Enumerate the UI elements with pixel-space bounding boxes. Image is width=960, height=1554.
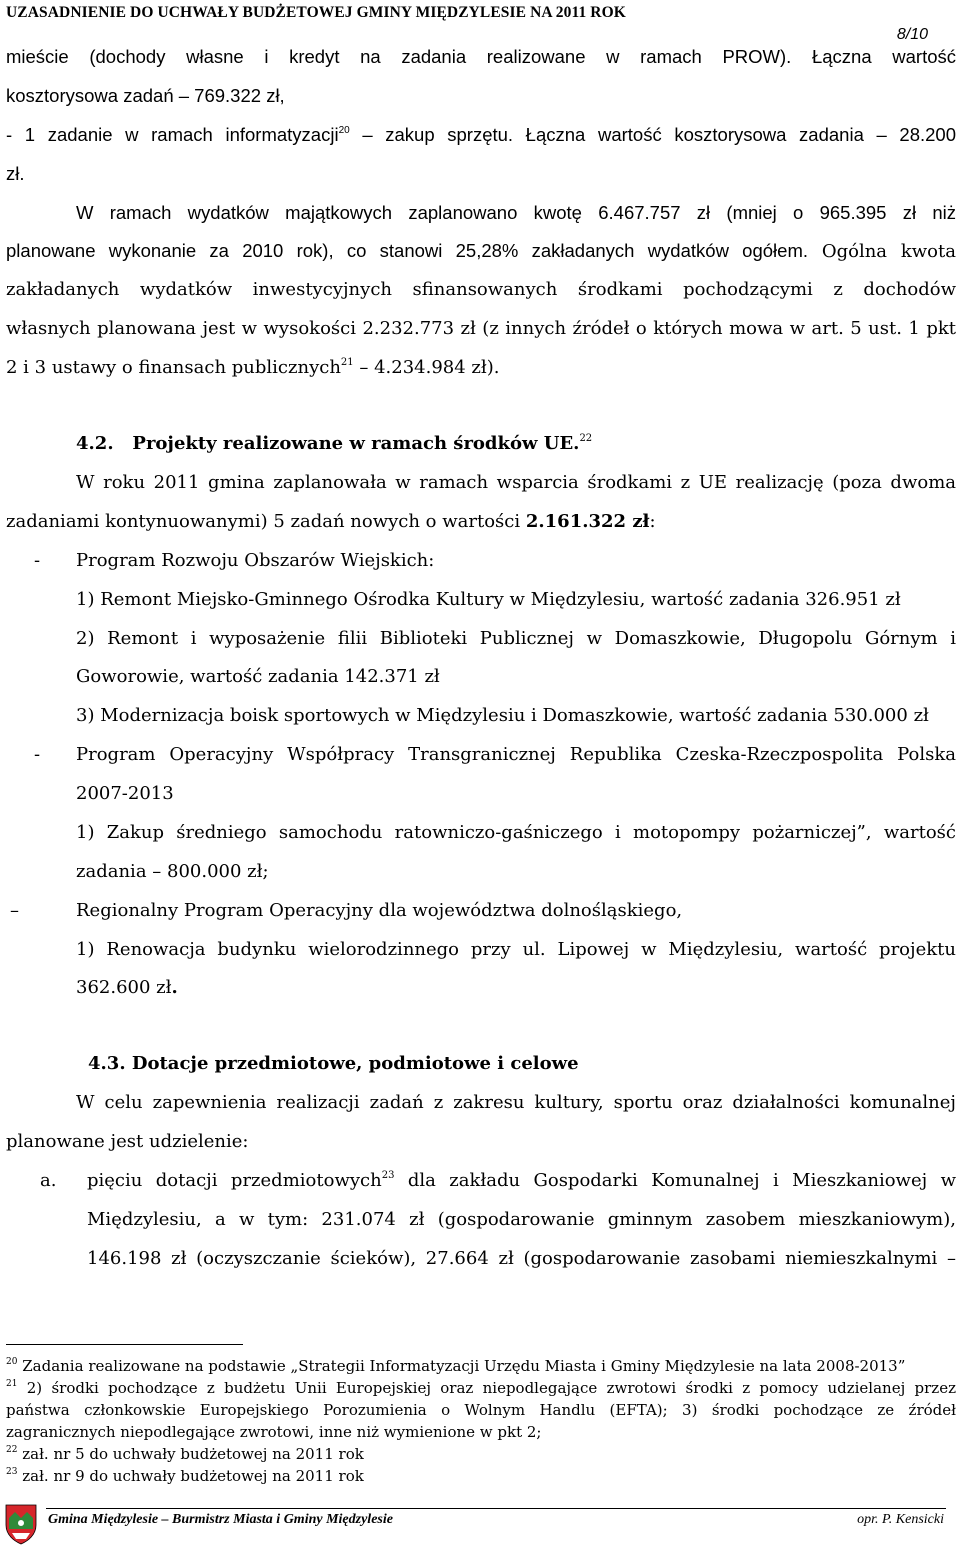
coat-of-arms-icon [4,1503,38,1545]
list-dash: – [10,900,19,921]
text-span: – zakup sprzętu. Łączna wartość kosztorysowa zadania – 28.200 [349,124,956,145]
list-dash: - [34,744,41,765]
text-line: W roku 2011 gmina zaplanowała w ramach wsparcia środkami z UE realizację (poza dwoma [76,472,956,493]
text-span: 2 i 3 ustawy o finansach publicznych [6,357,341,378]
footer-author: Gmina Międzylesie – Burmistrz Miasta i Gminy Międzylesie [48,1512,393,1527]
footnote-number: 22 [6,1445,18,1455]
footnote-number: 21 [6,1379,18,1389]
list-item: 146.198 zł (oczyszczanie ścieków), 27.664 zł (gospodarowanie zasobami niemieszkalnymi – [87,1248,956,1269]
footnote-21-cont: państwa członkowskie Europejskiego Porozumienia o Wolnym Handlu (EFTA); 3) środki pochodzące ze źródeł [6,1401,956,1419]
footnote-text: Zadania realizowane na podstawie „Strategii Informatyzacji Urzędu Miasta i Gminy Międzylesie na lata 2008-2013” [22,1357,906,1375]
footnote-22 [6,1444,956,1464]
text-span: pięciu dotacji przedmiotowych [87,1170,382,1191]
program-title: 2007-2013 [76,783,174,804]
text-line [6,355,956,381]
text-span: planowane wykonanie za 2010 rok), co stanowi 25,28% zakładanych wydatków ogółem. [6,240,808,261]
footnote-text: zał. nr 9 do uchwały budżetowej na 2011 rok [17,1467,364,1485]
text-line: własnych planowana jest w wysokości 2.232.773 zł (z innych źródeł o których mowa w art. 5 ust. 1 pkt [6,318,956,339]
footnote-ref-21[interactable]: 21 [340,357,354,368]
total-amount: 2.161.322 zł [525,511,650,532]
list-item: Goworowie, wartość zadania 142.371 zł [76,666,440,687]
footnote-text: zał. nr 5 do uchwały budżetowej na 2011 rok [17,1445,364,1463]
text-line [6,122,956,148]
text-span: – 4.234.984 zł). [353,357,500,378]
text-line: planowane jest udzielenie: [6,1131,249,1152]
section-title: Dotacje przedmiotowe, podmiotowe i celowe [131,1053,579,1074]
page-number: 8/10 [896,26,928,43]
footer-prepared-by: opr. P. Kensicki [857,1512,944,1527]
text-span: Ogólna kwota [821,241,956,262]
footer-rule [46,1508,946,1509]
list-item: zadania – 800.000 zł; [76,861,269,882]
list-label: a. [40,1170,57,1191]
footnote-ref-20[interactable]: 20 [338,125,350,136]
text-span: . [171,977,178,998]
text-span: dla zakładu Gospodarki Komunalnej i Mieszkaniowej w [394,1170,956,1191]
list-dash: - [34,550,41,571]
text-line [6,238,956,265]
list-item: 2) Remont i wyposażenie filii Biblioteki Publicznej w Domaszkowie, Długopolu Górnym i [76,628,956,649]
text-line: zł. [6,163,25,184]
footnote-21-cont: zagranicznych niepodlegające zwrotowi, inne niż wymienione w pkt 2; [6,1423,542,1441]
section-number: 4.3. [88,1053,126,1074]
list-item: 1) Renowacja budynku wielorodzinnego przy ul. Lipowej w Międzylesiu, wartość projektu [76,939,956,960]
program-title: Regionalny Program Operacyjny dla województwa dolnośląskiego, [76,900,683,921]
footnote-number: 23 [6,1467,18,1477]
footnote-ref-22[interactable]: 22 [579,433,593,444]
section-title: Projekty realizowane w ramach środków UE. [132,433,580,454]
text-span: : [649,511,656,532]
footnote-text: 2) środki pochodzące z budżetu Unii Europejskiej oraz niepodlegające zwrotowi środki z pomocy udzielanej przez [17,1379,956,1397]
footnote-21 [6,1378,956,1398]
text-line: W celu zapewnienia realizacji zadań z zakresu kultury, sportu oraz działalności komunalnej [76,1092,956,1113]
list-item: 3) Modernizacja boisk sportowych w Międzylesiu i Domaszkowie, wartość zadania 530.000 zł [76,705,929,726]
list-item: Międzylesiu, a w tym: 231.074 zł (gospodarowanie gminnym zasobem mieszkaniowym), [87,1209,956,1230]
section-heading-4-2 [76,431,592,457]
footnote-separator [6,1344,243,1345]
page-header: UZASADNIENIE DO UCHWAŁY BUDŻETOWEJ GMINY MIĘDZYLESIE NA 2011 ROK [6,4,626,21]
text-span: 362.600 zł [76,977,172,998]
list-item: 1) Zakup średniego samochodu ratowniczo-gaśniczego i motopompy pożarniczej”, wartość [76,822,956,843]
footnote-ref-23[interactable]: 23 [381,1170,395,1181]
text-span: - 1 zadanie w ramach informatyzacji [6,124,339,145]
list-item [87,1168,956,1194]
list-item: 1) Remont Miejsko-Gminnego Ośrodka Kultury w Międzylesiu, wartość zadania 326.951 zł [76,589,901,610]
list-item [76,975,956,1001]
program-title: Program Rozwoju Obszarów Wiejskich: [76,550,435,571]
text-line: zakładanych wydatków inwestycyjnych sfinansowanych środkami pochodzącymi z dochodów [6,279,956,300]
footnote-number: 20 [6,1357,18,1367]
footnote-23 [6,1466,956,1486]
text-line [6,509,956,535]
program-title: Program Operacyjny Współpracy Transgranicznej Republika Czeska-Rzeczpospolita Polska [76,744,956,765]
footnote-20 [6,1356,956,1376]
text-line: kosztorysowa zadań – 769.322 zł, [6,85,285,106]
text-line: W ramach wydatków majątkowych zaplanowano kwotę 6.467.757 zł (mniej o 965.395 zł niż [76,202,956,223]
section-number: 4.2. [76,433,114,454]
text-line: mieście (dochody własne i kredyt na zadania realizowane w ramach PROW). Łączna wartość [6,46,956,67]
section-heading-4-3 [88,1051,579,1077]
text-span: zadaniami kontynuowanymi) 5 zadań nowych o wartości [6,511,526,532]
